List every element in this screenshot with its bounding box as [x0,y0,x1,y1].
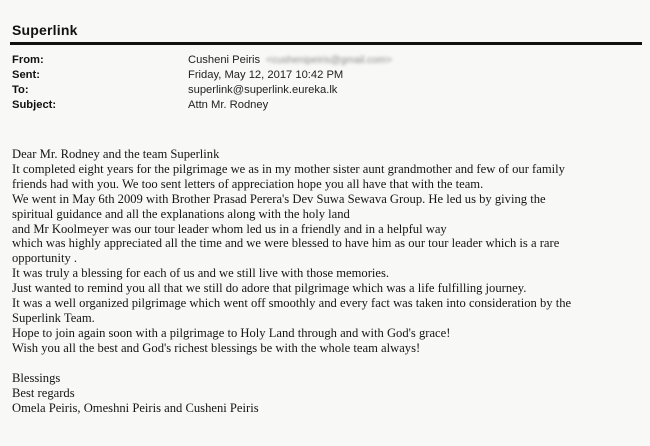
body-line: It completed eight years for the pilgrimage we as in my mother sister aunt grandmother and few of our family [12,161,565,176]
signature-line: Omela Peiris, Omeshni Peiris and Cusheni Peiris [12,400,259,415]
body-line: spiritual guidance and all the explanations along with the holy land [12,206,350,221]
from-value [188,53,392,68]
body-line: Just wanted to remind you all that we still do adore that pilgrimage which was a life fulfilling journey. [12,281,527,296]
email-body [12,147,644,415]
body-line: opportunity . [12,251,78,266]
body-line: Superlink Team. [12,310,95,325]
body-line: friends had with you. We too sent letters of appreciation hope you all have that with the team. [12,176,484,191]
sent-value: Friday, May 12, 2017 10:42 PM [188,69,344,81]
body-line: which was highly appreciated all the time and we were blessed to have him as our tour leader which is a rare [12,236,560,251]
body-line: It was truly a blessing for each of us and we still live with those memories. [12,266,390,281]
closing-line: Best regards [12,385,75,400]
header-divider [10,42,642,45]
body-line: It was a well organized pilgrimage which went off smoothly and every fact was taken into consideration by the [12,296,572,311]
email-meta [12,53,392,113]
from-email-redacted: <cushenipeiris@gmail.com> [266,55,392,66]
body-line: and Mr Koolmeyer was our tour leader whom led us in a friendly and in a helpful way [12,221,447,236]
sent-label: Sent: [12,69,40,81]
meta-row-subject [12,98,392,113]
meta-row-to [12,83,392,98]
body-line: We went in May 6th 2009 with Brother Prasad Perera's Dev Suwa Sewava Group. He led us by giving the [12,191,546,206]
meta-row-sent [12,68,392,83]
from-label: From: [12,54,44,66]
meta-row-from [12,53,392,68]
to-label: To: [12,84,29,96]
subject-label: Subject: [12,99,57,111]
body-line: Dear Mr. Rodney and the team Superlink [12,147,220,161]
body-line: Wish you all the best and God's richest blessings be with the whole team always! [12,340,421,355]
from-name: Cusheni Peiris [188,54,261,66]
to-value: superlink@superlink.eureka.lk [188,84,338,96]
closing-line: Blessings [12,370,61,385]
subject-value: Attn Mr. Rodney [188,99,269,111]
body-line: Hope to join again soon with a pilgrimage to Holy Land through and with God's grace! [12,325,451,340]
email-header-title: Superlink [12,22,78,38]
paragraph-spacer [12,356,644,371]
